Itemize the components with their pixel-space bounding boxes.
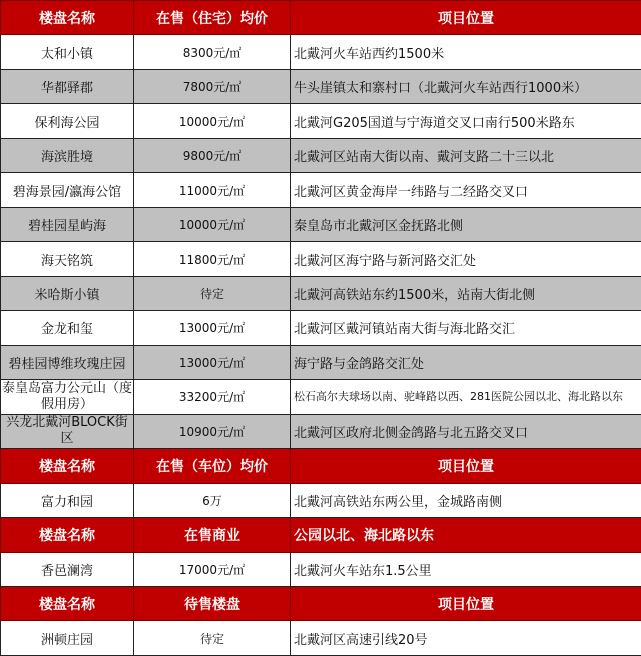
table-row (1, 380, 641, 414)
table-row (1, 138, 641, 172)
project-name-cell: 香邑澜湾 (1, 552, 134, 586)
section-header-row (1, 518, 641, 552)
price-cell: 33200元/㎡ (134, 380, 291, 414)
project-name-cell: 碧桂园博维玫瑰庄园 (1, 345, 134, 379)
table-body (1, 1, 641, 656)
table-row (1, 414, 641, 448)
column-header: 项目位置 (291, 1, 641, 35)
location-cell: 北戴河区高速引线20号 (291, 621, 641, 655)
table-row (1, 276, 641, 310)
column-header: 楼盘名称 (1, 1, 134, 35)
column-header: 楼盘名称 (1, 518, 134, 552)
project-name-cell: 碧海景园/瀛海公馆 (1, 173, 134, 207)
project-name-cell: 米哈斯小镇 (1, 276, 134, 310)
price-cell: 17000元/㎡ (134, 552, 291, 586)
location-cell: 秦皇岛市北戴河区金抚路北侧 (291, 207, 641, 241)
project-name-cell: 太和小镇 (1, 35, 134, 69)
table-row (1, 242, 641, 276)
table-row (1, 35, 641, 69)
project-name-cell: 碧桂园星屿海 (1, 207, 134, 241)
table-row (1, 311, 641, 345)
price-cell: 10900元/㎡ (134, 414, 291, 448)
column-header: 项目位置 (291, 586, 641, 620)
price-cell: 11800元/㎡ (134, 242, 291, 276)
price-cell: 7800元/㎡ (134, 69, 291, 103)
location-cell: 北戴河G205国道与宁海道交叉口南行500米路东 (291, 104, 641, 138)
table-row (1, 483, 641, 517)
price-cell: 6万 (134, 483, 291, 517)
column-header: 公园以北、海北路以东 (291, 518, 641, 552)
project-name-cell: 保利海公园 (1, 104, 134, 138)
table-row (1, 173, 641, 207)
column-header: 待售楼盘 (134, 586, 291, 620)
location-cell: 北戴河高铁站东两公里，金城路南侧 (291, 483, 641, 517)
project-name-cell: 海天铭筑 (1, 242, 134, 276)
column-header: 在售（车位）均价 (134, 449, 291, 483)
project-name-cell: 富力和园 (1, 483, 134, 517)
price-cell: 待定 (134, 621, 291, 655)
location-cell: 海宁路与金鸽路交汇处 (291, 345, 641, 379)
location-cell: 北戴河火车站东1.5公里 (291, 552, 641, 586)
column-header: 楼盘名称 (1, 449, 134, 483)
table-row (1, 207, 641, 241)
project-name-cell: 海滨胜境 (1, 138, 134, 172)
column-header: 在售商业 (134, 518, 291, 552)
price-cell: 13000元/㎡ (134, 345, 291, 379)
section-header-row (1, 1, 641, 35)
price-cell: 10000元/㎡ (134, 207, 291, 241)
section-header-row (1, 586, 641, 620)
price-cell: 9800元/㎡ (134, 138, 291, 172)
project-name-cell: 洲顿庄园 (1, 621, 134, 655)
project-name-cell: 兴龙北戴河BLOCK街区 (1, 414, 134, 448)
project-name-cell: 金龙和玺 (1, 311, 134, 345)
column-header: 楼盘名称 (1, 586, 134, 620)
price-cell: 10000元/㎡ (134, 104, 291, 138)
location-cell: 北戴河区戴河镇站南大街与海北路交汇 (291, 311, 641, 345)
table-row (1, 104, 641, 138)
location-cell: 北戴河火车站西约1500米 (291, 35, 641, 69)
table-row (1, 621, 641, 655)
table-row (1, 69, 641, 103)
location-cell: 牛头崖镇太和寨村口（北戴河火车站西行1000米） (291, 69, 641, 103)
price-cell: 13000元/㎡ (134, 311, 291, 345)
location-cell: 北戴河区海宁路与新河路交汇处 (291, 242, 641, 276)
table-row (1, 345, 641, 379)
price-cell: 8300元/㎡ (134, 35, 291, 69)
price-cell: 11000元/㎡ (134, 173, 291, 207)
location-cell: 北戴河区政府北侧金鸽路与北五路交叉口 (291, 414, 641, 448)
section-header-row (1, 449, 641, 483)
location-cell: 北戴河区黄金海岸一纬路与二经路交叉口 (291, 173, 641, 207)
project-name-cell: 华都驿郡 (1, 69, 134, 103)
table-row (1, 552, 641, 586)
column-header: 项目位置 (291, 449, 641, 483)
location-cell: 北戴河区站南大街以南、戴河支路二十三以北 (291, 138, 641, 172)
location-cell: 北戴河高铁站东约1500米，站南大街北侧 (291, 276, 641, 310)
location-cell: 松石高尔夫球场以南、驼峰路以西、281医院公园以北、海北路以东 (291, 380, 641, 414)
price-cell: 待定 (134, 276, 291, 310)
project-name-cell: 泰皇岛富力公元山（度假用房） (1, 380, 134, 414)
column-header: 在售（住宅）均价 (134, 1, 291, 35)
